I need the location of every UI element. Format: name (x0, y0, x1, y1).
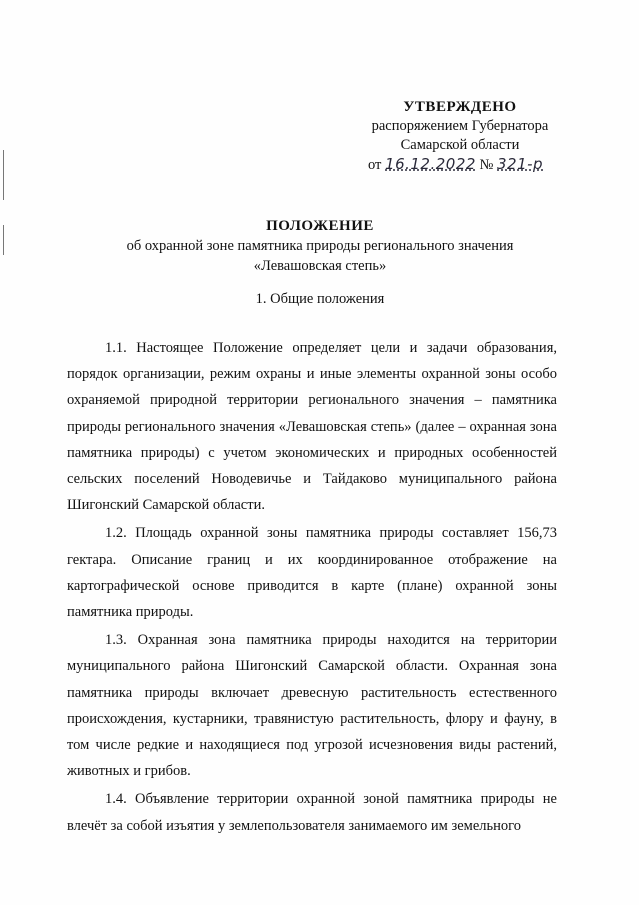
document-body (67, 335, 557, 841)
paragraph: 1.3. Охранная зона памятника природы находится на территории муниципального района Шигонский Самарской области. Охранная зона памятника природы включает древесную растительность естественного происхождения, кустарники, травянистую растительность, флору и фауну, в том числе редкие и находящиеся под угрозой исчезновения виды растений, животных и грибов. (67, 632, 557, 780)
paragraph: 1.4. Объявление территории охранной зоной памятника природы не влечёт за собой изъятия у землепользователя занимаемого им земельного (67, 791, 557, 834)
document-title-block (60, 216, 580, 276)
date-prefix: от (368, 157, 382, 173)
approval-stamp-block (360, 98, 560, 175)
document-title: ПОЛОЖЕНИЕ (266, 218, 374, 234)
approval-date-line (360, 155, 560, 175)
scan-margin-mark (3, 225, 4, 255)
document-subtitle: об охранной зоне памятника природы регионального значения (126, 238, 514, 254)
paragraph: 1.1. Настоящее Положение определяет цели и задачи образования, порядок организации, режим охраны и иные элементы охранной зоны особо охраняемой природной территории регионального значения – памятника природы регионального значения «Левашовская степь» (далее – охранная зона памятника природы) с учетом экономических и природных особенностей сельских поселений Новодевичье и Тайдаково муниципального района Шигонский Самарской области. (67, 340, 557, 514)
approval-line: распоряжением Губернатора (371, 118, 549, 134)
number-prefix: № (479, 157, 494, 173)
scan-margin-mark (3, 150, 4, 200)
paragraph: 1.2. Площадь охранной зоны памятника природы составляет 156,73 гектара. Описание границ и их координированное отображение на картографической основе приводится в карте (плане) охранной зоны памятника природы. (67, 525, 557, 621)
approval-line: Самарской области (400, 137, 520, 153)
approval-heading: УТВЕРЖДЕНО (403, 99, 517, 115)
document-subtitle: «Левашовская степь» (253, 258, 387, 274)
handwritten-number: 321-р (497, 155, 544, 173)
section-heading: 1. Общие положения (255, 291, 385, 307)
handwritten-date: 16.12.2022 (385, 155, 476, 173)
